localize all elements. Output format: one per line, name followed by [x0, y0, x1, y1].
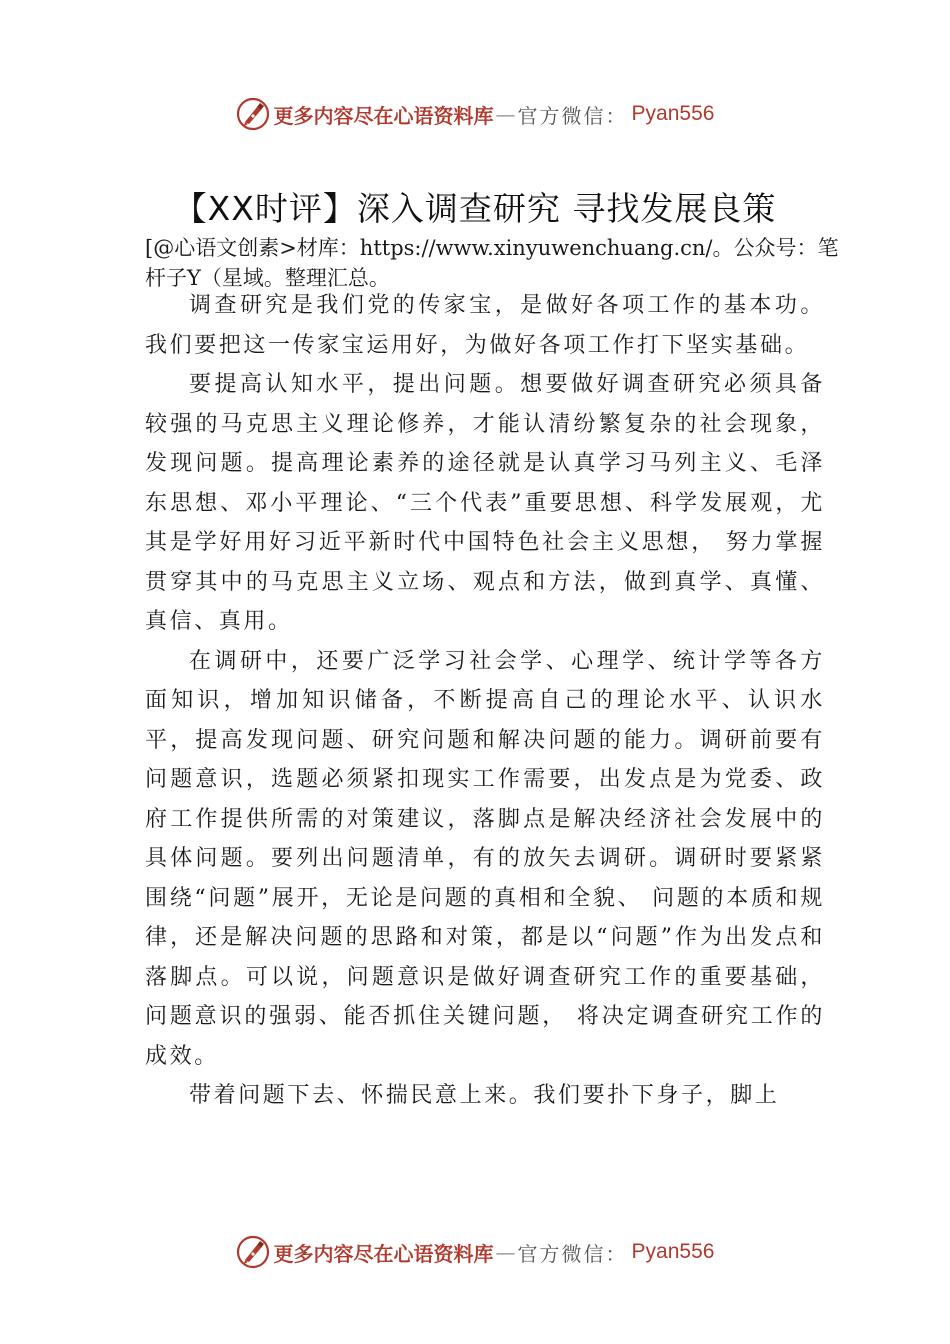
header-banner — [0, 94, 950, 134]
pen-nib-logo-icon — [236, 1235, 270, 1269]
banner-dash: — — [495, 1240, 516, 1264]
banner-wechat-id: Pyan556 — [631, 1240, 715, 1263]
paragraph: 要提高认知水平，提出问题。想要做好调查研究必须具备较强的马克思主义理论修养，才能认清纷繁复杂的社会现象，发现问题。提高理论素养的途径就是认真学习马列主义、毛泽东思想、邓小平理论、“三个代表”重要思想、科学发展观，尤其是学好用好习近平新时代中国特色社会主义思想， 努力掌握贯穿其中的马克思主义立场、观点和方法，做到真学、真懂、真信、真用。 — [145, 372, 825, 634]
banner-dash: — — [495, 102, 516, 126]
banner-wechat-label: 官方微信： — [517, 103, 628, 128]
banner-text — [274, 100, 715, 129]
source-line: [@心语文创素>材库：https://www.xinyuwenchuang.cn/。公众号：笔杆子Y（星域。整理汇总。 — [145, 236, 839, 290]
pen-nib-logo-icon — [236, 97, 270, 131]
document-body — [145, 286, 825, 1116]
document-title: 【XX时评】深入调查研究 寻找发展良策 — [173, 189, 777, 228]
banner-library-text: 更多内容尽在心语资料库 — [273, 1241, 494, 1266]
banner-wechat-label: 官方微信： — [517, 1241, 628, 1266]
banner-wechat-id: Pyan556 — [631, 102, 715, 125]
paragraph: 带着问题下去、怀揣民意上来。我们要扑下身子，脚上 — [189, 1083, 780, 1108]
footer-banner — [0, 1232, 950, 1272]
banner-text — [274, 1238, 715, 1267]
paragraph: 在调研中，还要广泛学习社会学、心理学、统计学等各方面知识，增加知识储备，不断提高自己的理论水平、认识水平，提高发现问题、研究问题和解决问题的能力。调研前要有问题意识，选题必须紧扣现实工作需要，出发点是为党委、政府工作提供所需的对策建议，落脚点是解决经济社会发展中的具体问题。要列出问题清单，有的放矢去调研。调研时要紧紧围绕“问题”展开，无论是问题的真相和全貌、 问题的本质和规律，还是解决问题的思路和对策，都是以“问题”作为出发点和落脚点。可以说，问题意识是做好调查研究工作的重要基础，问题意识的强弱、能否抓住关键问题， 将决定调查研究工作的成效。 — [145, 648, 825, 1069]
banner-library-text: 更多内容尽在心语资料库 — [273, 103, 494, 128]
paragraph: 调查研究是我们党的传家宝，是做好各项工作的基本功。我们要把这一传家宝运用好，为做好各项工作打下坚实基础。 — [145, 293, 825, 358]
